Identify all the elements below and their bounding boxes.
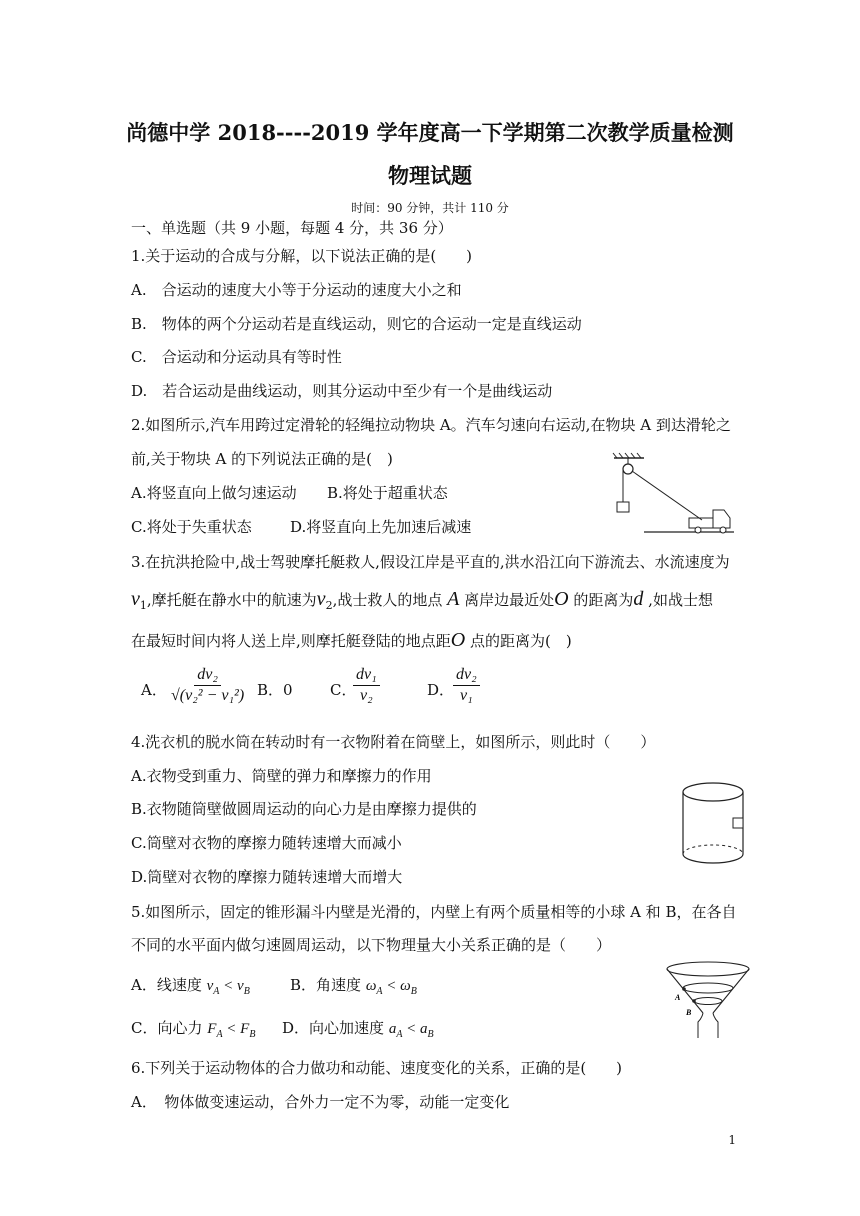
q3-option-c-formula — [353, 665, 380, 706]
q4-option-b: B.衣物随筒壁做圆周运动的向心力是由摩擦力提供的 — [131, 800, 477, 818]
q1-option-c: C. 合运动和分运动具有等时性 — [131, 348, 342, 366]
q5-stem-line1: 5.如图所示，固定的锥形漏斗内壁是光滑的，内壁上有两个质量相等的小球 A 和 B，在各自 — [131, 903, 737, 921]
q5-stem-line2: 不同的水平面内做匀速圆周运动，以下物理量大小关系正确的是（ ） — [131, 936, 612, 954]
q5-option-c-label: C．向心力 — [131, 1019, 203, 1037]
q3-option-c-label: C． — [330, 681, 357, 699]
q3-a-numerator: dv₂ — [194, 665, 221, 686]
q4-option-d: D.筒壁对衣物的摩擦力随转速增大而增大 — [131, 868, 403, 886]
cylinder-figure — [680, 780, 750, 868]
q5-option-d-label: D．向心加速度 — [282, 1019, 385, 1037]
symbol-v1-sub: 1 — [139, 599, 147, 612]
funnel-label-a: A — [675, 993, 681, 1002]
funnel-label-b: B — [686, 1008, 692, 1017]
q3-text-e: ,如战士想 — [648, 591, 713, 609]
q5-option-c — [131, 1018, 255, 1045]
q3-stem-line1: 3.在抗洪抢险中,战士驾驶摩托艇救人,假设江岸是平直的,洪水沿江向下游流去、水流速度为 — [131, 553, 730, 571]
q3-option-d-label: D． — [427, 681, 455, 699]
q5-option-a-label: A．线速度 — [131, 976, 202, 994]
q3-text-a: ,摩托艇在静水中的航速为 — [146, 591, 317, 609]
q3-text-d: 的距离为 — [573, 591, 634, 609]
pulley-truck-figure — [604, 452, 736, 536]
q1-option-d: D. 若合运动是曲线运动，则其分运动中至少有一个是曲线运动 — [131, 382, 553, 400]
symbol-o-2: O — [450, 629, 466, 651]
q3-option-a-formula — [168, 665, 247, 706]
q5-option-b-label: B．角速度 — [290, 976, 362, 994]
q2-option-d: D.将竖直向上先加速后减速 — [290, 518, 472, 536]
q3-d-numerator: dv₂ — [453, 665, 480, 686]
q5-option-c-expr: $F_A < F_B$ — [207, 1021, 256, 1040]
q5-option-d — [282, 1018, 434, 1045]
q1-option-b: B. 物体的两个分运动若是直线运动，则它的合运动一定是直线运动 — [131, 315, 582, 333]
q5-option-d-expr: $a_A < a_B$ — [388, 1021, 434, 1040]
q4-option-a: A.衣物受到重力、筒壁的弹力和摩擦力的作用 — [131, 767, 432, 785]
q3-text-line3b: 点的距离为( ) — [470, 632, 572, 650]
q3-c-numerator: dv₁ — [353, 665, 380, 686]
q3-stem-line2 — [131, 589, 713, 616]
q3-option-a-label: A． — [141, 681, 167, 699]
symbol-d: d — [633, 588, 644, 610]
page-number: 1 — [728, 1133, 736, 1147]
q2-option-c: C.将处于失重状态 — [131, 518, 252, 536]
q3-d-denominator: v₁ — [460, 687, 473, 704]
section-heading: 一、单选题（共 9 小题，每题 4 分，共 36 分） — [131, 219, 453, 237]
q3-stem-line3 — [131, 630, 572, 651]
symbol-v2-sub: 2 — [325, 599, 333, 612]
exam-subtitle: 物理试题 — [388, 163, 472, 188]
q3-option-b: B．0 — [257, 681, 293, 699]
q6-stem: 6.下列关于运动物体的合力做功和动能、速度变化的关系，正确的是( ) — [131, 1059, 623, 1077]
q2-stem-line2: 前,关于物块 A 的下列说法正确的是( ) — [131, 450, 393, 468]
symbol-a: A — [447, 588, 460, 610]
q5-option-b-expr: $\omega_A < \omega_B$ — [365, 978, 417, 997]
q3-a-denominator: √(v₂² − v₁²) — [171, 687, 245, 704]
q1-stem: 1.关于运动的合成与分解，以下说法正确的是( ) — [131, 247, 473, 265]
exam-meta: 时间：90 分钟，共计 110 分 — [351, 201, 509, 215]
symbol-v2: v — [316, 588, 326, 610]
exam-title: 尚德中学 2018----2019 学年度高一下学期第二次教学质量检测 — [126, 120, 734, 145]
q3-c-denominator: v₂ — [360, 687, 373, 704]
funnel-figure — [664, 960, 754, 1040]
q3-option-d-formula — [453, 665, 480, 706]
q5-option-b — [290, 975, 417, 1002]
q4-option-c: C.筒壁对衣物的摩擦力随转速增大而减小 — [131, 834, 402, 852]
q2-option-b: B.将处于超重状态 — [327, 484, 448, 502]
symbol-v1: v — [131, 588, 140, 610]
q4-stem: 4.洗衣机的脱水筒在转动时有一衣物附着在筒壁上，如图所示，则此时（ ） — [131, 733, 656, 751]
q6-option-a: A． 物体做变速运动，合外力一定不为零，动能一定变化 — [131, 1093, 510, 1111]
q5-option-a — [131, 975, 250, 1002]
q3-text-c: 离岸边最近处 — [464, 591, 555, 609]
q5-option-a-expr: $v_A < v_B$ — [206, 978, 250, 997]
q3-text-line3a: 在最短时间内将人送上岸,则摩托艇登陆的地点距 — [131, 632, 451, 650]
q2-option-a: A.将竖直向上做匀速运动 — [131, 484, 297, 502]
symbol-o: O — [554, 588, 569, 610]
q1-option-a: A. 合运动的速度大小等于分运动的速度大小之和 — [131, 281, 462, 299]
q2-stem-line1: 2.如图所示,汽车用跨过定滑轮的轻绳拉动物块 A。汽车匀速向右运动,在物块 A 到达滑轮之 — [131, 416, 731, 434]
q3-text-b: ,战士救人的地点 — [332, 591, 443, 609]
